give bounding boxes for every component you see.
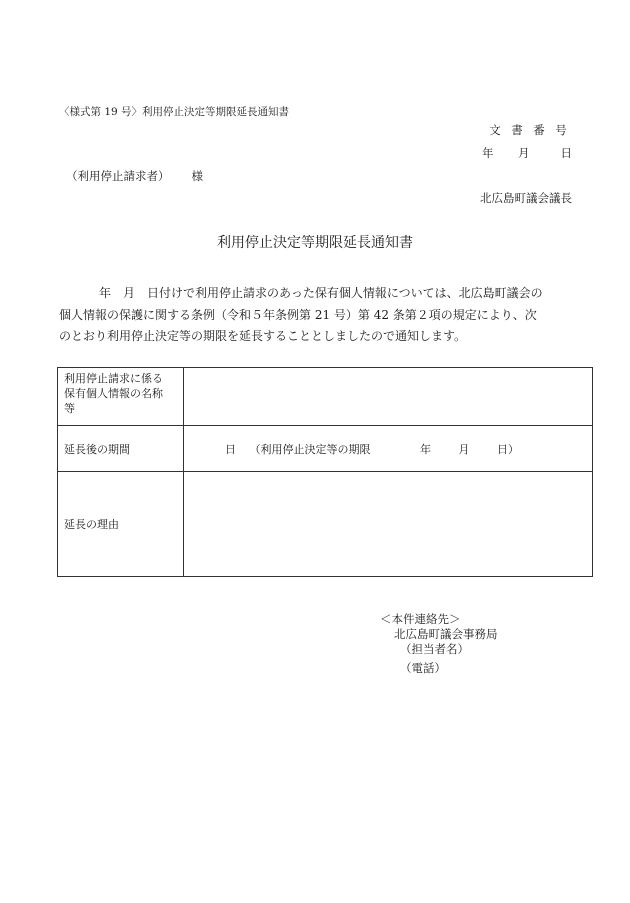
period-day: 日 — [225, 442, 236, 456]
recipient — [66, 168, 203, 184]
period-month: 月 — [458, 442, 470, 456]
date-year: 年 — [482, 146, 494, 160]
form-number-label: 〈様式第 19 号〉利用停止決定等期限延長通知書 — [59, 106, 290, 118]
body-line: のとおり利用停止決定等の期限を延長することとしましたので通知します。 — [59, 329, 467, 343]
doc-number-char: 文 — [489, 123, 501, 137]
date-day: 日 — [560, 146, 572, 160]
doc-number-char: 書 — [511, 123, 523, 137]
row-label-reason: 延長の理由 — [58, 472, 184, 577]
info-name-field[interactable] — [184, 368, 593, 426]
body-text — [59, 283, 596, 348]
contact-phone: （電話） — [400, 661, 446, 675]
recipient-role: （利用停止請求者） — [66, 169, 170, 183]
contact-office: 北広島町議会事務局 — [394, 627, 498, 641]
row-label-extended-period: 延長後の期間 — [58, 426, 184, 472]
label-line: 保有個人情報の名称 — [64, 387, 163, 400]
contact-block — [380, 612, 498, 676]
document-number — [484, 122, 572, 138]
contact-person: （担当者名） — [400, 642, 469, 656]
period-deadline-prefix: （利用停止決定等の期限 — [249, 442, 371, 456]
table-row — [58, 368, 593, 426]
contact-heading: ＜本件連絡先＞ — [380, 612, 461, 626]
doc-number-char: 番 — [533, 123, 545, 137]
sender: 北広島町議会議長 — [480, 191, 572, 205]
body-line: 個人情報の保護に関する条例（令和５年条例第 21 号）第 42 条第２項の規定により、次 — [59, 307, 537, 322]
document-date — [482, 145, 572, 161]
period-line — [190, 441, 586, 457]
date-month: 月 — [518, 146, 530, 160]
extension-details-table — [57, 367, 593, 577]
label-line: 利用停止請求に係る — [64, 372, 163, 385]
body-line: 年 月 日付けで利用停止請求のあった保有個人情報については、北広島町議会の — [99, 286, 543, 300]
recipient-honorific: 様 — [191, 169, 203, 183]
table-row — [58, 472, 593, 577]
reason-field[interactable] — [184, 472, 593, 577]
doc-number-char: 号 — [555, 123, 567, 137]
row-label-info-name — [58, 368, 184, 426]
table-row — [58, 426, 593, 472]
period-year: 年 — [420, 442, 431, 456]
document-title: 利用停止決定等期限延長通知書 — [217, 235, 413, 251]
period-day-end: 日） — [497, 442, 519, 456]
label-line: 等 — [64, 402, 75, 415]
extended-period-field[interactable] — [184, 426, 593, 472]
